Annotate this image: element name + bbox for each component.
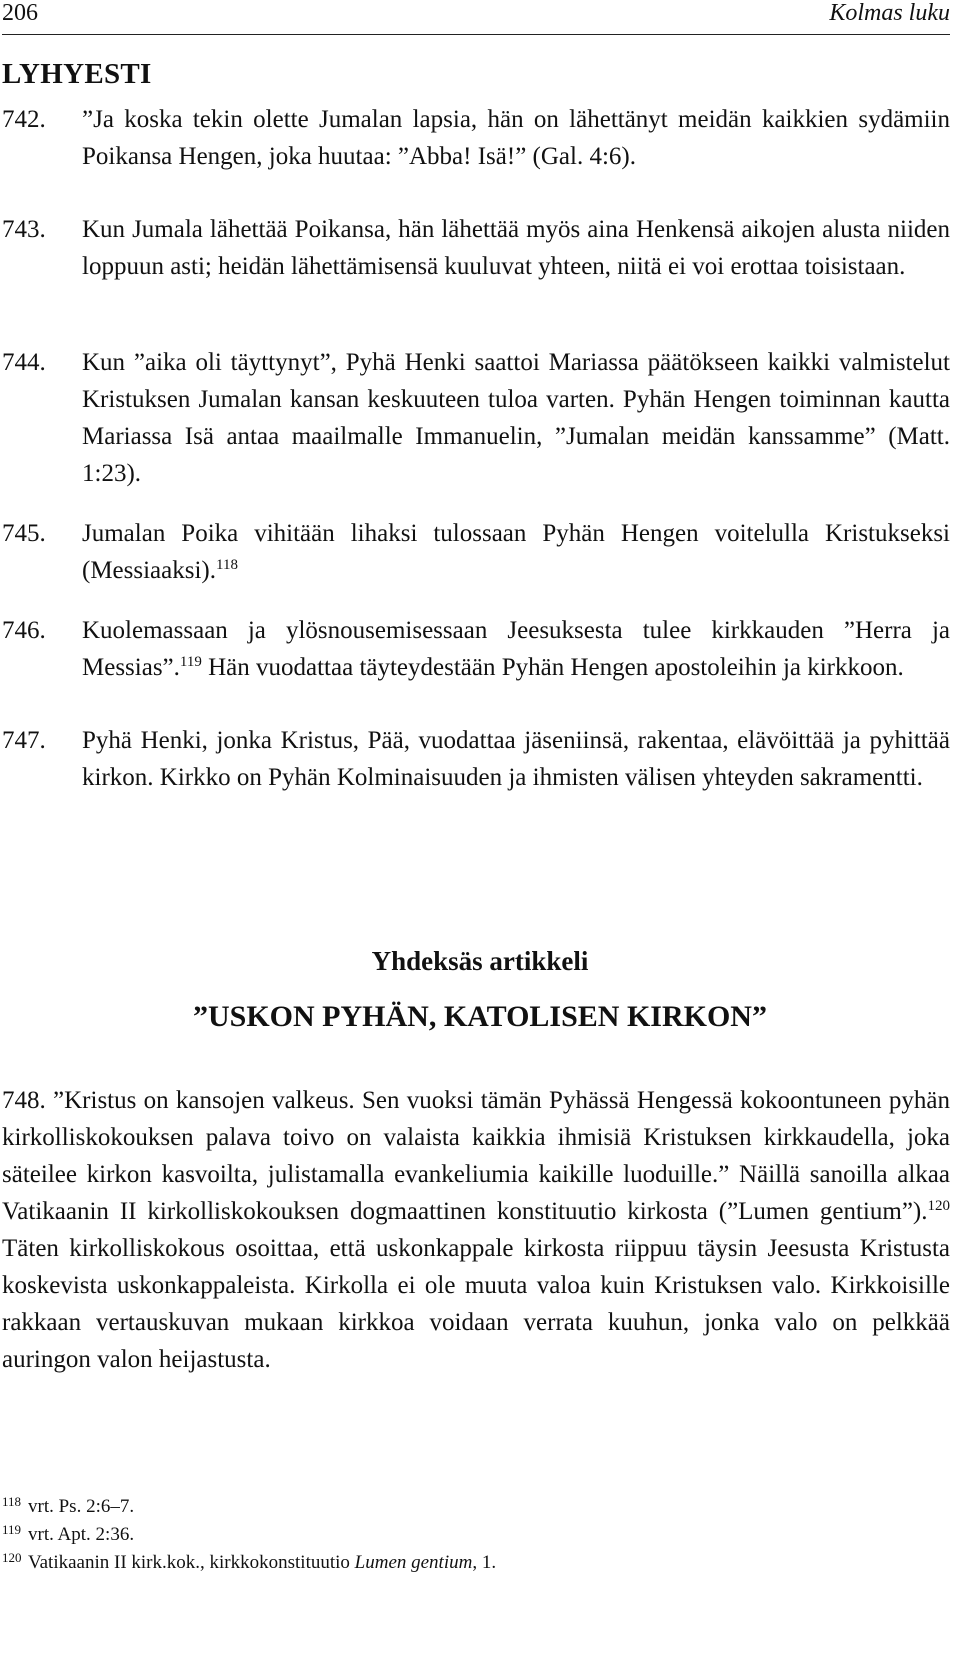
paragraph-text-part: Kuolemassaan ja ylösnousemisessaan Jeesuksesta tulee kirkkauden ”Herra ja Messias”.: [82, 617, 950, 681]
paragraph-number: 743.: [2, 216, 46, 243]
footnote-ref-119: 119: [179, 654, 202, 670]
footnote-text: , 1.: [472, 1552, 497, 1573]
paragraph-text-main: Jumalan Poika vihitään lihaksi tulossaan Pyhän Hengen voitelulla Kristukseksi (Messiaaksi).: [82, 520, 950, 584]
paragraph-number: 746.: [2, 617, 46, 644]
paragraph-text: Pyhä Henki, jonka Kristus, Pää, vuodattaa jäseniinsä, rakentaa, elävöittää ja pyhittää kirkon. Kirkko on Pyhän Kolminaisuuden ja ihmisten välisen yhteyden sakramentti.: [82, 727, 950, 791]
summary-title: LYHYESTI: [2, 58, 152, 90]
paragraph-text: ”Ja koska tekin olette Jumalan lapsia, hän on lähettänyt meidän kaikkien sydämiin Poikansa Hengen, joka huutaa: ”Abba! Isä!” (Gal. 4:6).: [82, 106, 950, 170]
paragraph-number: 748.: [2, 1087, 46, 1114]
footnote-ref-118: 118: [216, 557, 238, 573]
paragraph-number: 747.: [2, 727, 46, 754]
article-subtitle: ”USKON PYHÄN, KATOLISEN KIRKON”: [193, 1000, 767, 1033]
footnote-number: 120: [2, 1550, 22, 1565]
paragraph-text-part: Hän vuodattaa täyteydestään Pyhän Hengen apostoleihin ja kirkkoon.: [201, 654, 904, 681]
paragraph-text-part: Täten kirkolliskokous osoittaa, että uskonkappale kirkosta riippuu täysin Jeesusta Kristusta koskevista uskonkappaleista. Kirkolla ei ole muuta valoa kuin Kristuksen valo. Kirkkoisille rakkaan vertauskuvan mukaan kirkkoa voidaan verrata kuuhun, jonka valo on pelkkää auringon valon heijastusta.: [2, 1235, 950, 1373]
footnote-118: [2, 1490, 950, 1518]
footnote-text: Vatikaanin II kirk.kok., kirkkokonstituutio: [28, 1552, 355, 1573]
footnote-ref-120: 120: [927, 1198, 950, 1214]
page-header: [2, 0, 950, 35]
paragraph-744: [2, 344, 950, 492]
article-title: Yhdeksäs artikkeli: [371, 946, 589, 976]
paragraph-text: Kun Jumala lähettää Poikansa, hän lähettää myös aina Henkensä aikojen alusta niiden loppuun asti; heidän lähettämisensä kuuluvat yhteen, niitä ei voi erottaa toisistaan.: [82, 216, 950, 280]
footnote-text: vrt. Apt. 2:36.: [28, 1524, 135, 1545]
paragraph-text-part: ”Kristus on kansojen valkeus. Sen vuoksi tämän Pyhässä Hengessä kokoontuneen pyhän kirkolliskokouksen palava toivo on valaista kaikkia ihmisiä Kristuksen kirkkaudella, joka säteilee kirkon kasvoilta, julistamalla evankeliumia kaikille luoduille.” Näillä sanoilla alkaa Vatikaanin II kirkolliskokouksen dogmaattinen konstituutio kirkosta (”Lumen gentium”).: [2, 1087, 950, 1225]
footnote-119: [2, 1518, 950, 1546]
paragraph-745: [2, 515, 950, 589]
footnote-number: 118: [2, 1494, 22, 1509]
paragraph-number: 745.: [2, 520, 46, 547]
paragraph-text: [82, 515, 950, 589]
paragraph-text: Kun ”aika oli täyttynyt”, Pyhä Henki saattoi Mariassa päätökseen kaikki valmistelut Kristuksen Jumalan kansan keskuuteen tuloa varten. Pyhän Hengen toiminnan kautta Mariassa Isä antaa maailmalle Immanuelin, ”Jumalan meidän kanssamme” (Matt. 1:23).: [82, 349, 950, 487]
paragraph-747: [2, 722, 950, 796]
paragraph-number: 742.: [2, 106, 46, 133]
page-number: 206: [2, 0, 38, 26]
paragraph-text: [82, 612, 950, 686]
paragraph-748: [2, 1082, 950, 1378]
footnote-text: vrt. Ps. 2:6–7.: [28, 1496, 135, 1517]
paragraph-746: [2, 612, 950, 686]
paragraph-number: 744.: [2, 349, 46, 376]
footnote-number: 119: [2, 1522, 22, 1537]
footnotes: [2, 1490, 950, 1574]
footnote-text-italic: Lumen gentium: [354, 1552, 473, 1573]
running-head: Kolmas luku: [829, 0, 950, 26]
paragraph-742: [2, 101, 950, 175]
paragraph-743: [2, 211, 950, 285]
footnote-120: [2, 1546, 950, 1574]
